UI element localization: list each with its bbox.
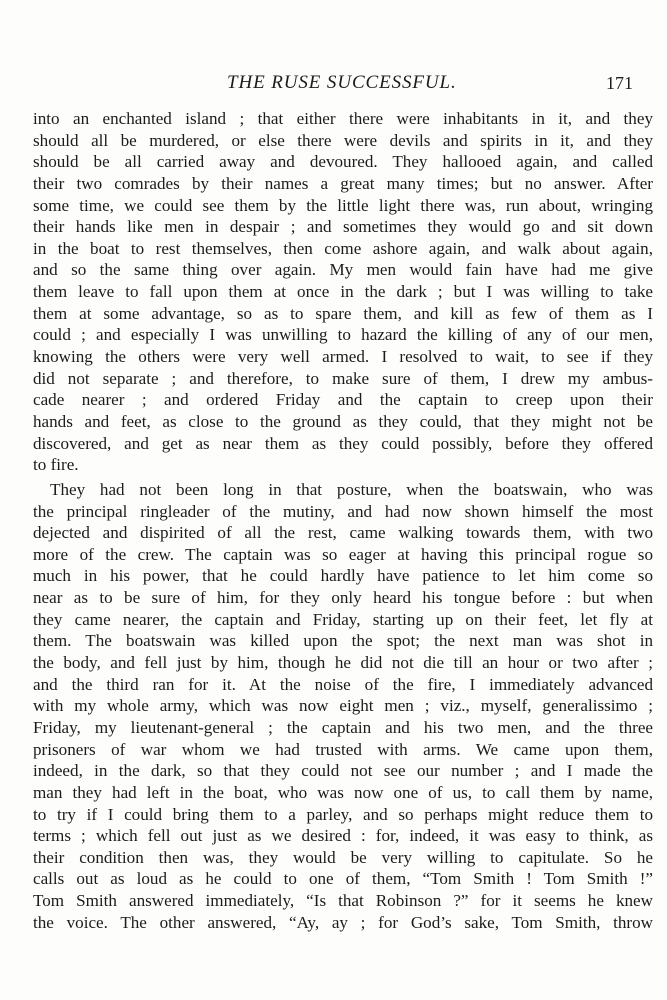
text-line: should be all carried away and devoured. They hallooed again, and called bbox=[33, 152, 653, 172]
text-line: they came nearer, the captain and Friday, starting up on their feet, let fly at bbox=[33, 609, 653, 629]
text-line: indeed, in the dark, so that they could not see our number ; and I made the bbox=[33, 761, 653, 781]
text-line: their two comrades by their names a great many times; but no answer. After bbox=[33, 173, 653, 193]
text-line: the voice. The other answered, “Ay, ay ; for God’s sake, Tom Smith, throw bbox=[33, 912, 653, 932]
text-line: calls out as loud as he could to one of them, “Tom Smith ! Tom Smith !” bbox=[33, 869, 653, 889]
text-line: in the boat to rest themselves, then come ashore again, and walk about again, bbox=[33, 238, 653, 258]
text-line: to fire. bbox=[33, 455, 79, 475]
text-line: them leave to fall upon them at once in the dark ; but I was willing to take bbox=[33, 282, 653, 302]
text-line: and so the same thing over again. My men would fain have had me give bbox=[33, 260, 653, 280]
text-line: dejected and dispirited of all the rest, came walking towards them, with two bbox=[33, 523, 653, 543]
text-line: cade nearer ; and ordered Friday and the captain to creep upon their bbox=[33, 390, 653, 410]
text-line: could ; and especially I was unwilling to hazard the killing of any of our men, bbox=[33, 325, 653, 345]
text-line: prisoners of war whom we had trusted with arms. We came upon them, bbox=[33, 739, 653, 759]
text-line: man they had left in the boat, who was now one of us, to call them by name, bbox=[33, 782, 653, 802]
text-line: Tom Smith answered immediately, “Is that Robinson ?” for it seems he knew bbox=[33, 891, 653, 911]
text-line: into an enchanted island ; that either there were inhabitants in it, and they bbox=[33, 109, 653, 128]
text-line: near as to be sure of him, for they only heard his tongue before : but when bbox=[33, 588, 653, 608]
text-line: their condition then was, they would be very willing to capitulate. So he bbox=[33, 847, 653, 867]
text-line: the principal ringleader of the mutiny, and had now shown himself the most bbox=[33, 501, 653, 521]
text-line: They had not been long in that posture, when the boatswain, who was bbox=[50, 479, 653, 499]
text-line: much in his power, that he could hardly have patience to let him come so bbox=[33, 566, 653, 586]
text-line: did not separate ; and therefore, to make sure of them, I drew my ambus- bbox=[33, 368, 653, 388]
text-line: them at some advantage, so as to spare them, and kill as few of them as I bbox=[33, 303, 653, 323]
text-line: discovered, and get as near them as they could possibly, before they offered bbox=[33, 433, 653, 453]
page-number: 171 bbox=[606, 73, 633, 93]
text-line: the body, and fell just by him, though he did not die till an hour or two after ; bbox=[33, 653, 653, 673]
paragraph bbox=[33, 479, 653, 933]
text-line: their hands like men in despair ; and sometimes they would go and sit down bbox=[33, 217, 653, 237]
text-line: terms ; which fell out just as we desired : for, indeed, it was easy to think, as bbox=[33, 826, 653, 846]
text-line: some time, we could see them by the little light there was, run about, wringing bbox=[33, 195, 653, 215]
text-line: with my whole army, which was now eight men ; viz., myself, generalissimo ; bbox=[33, 696, 653, 716]
text-line: and the third ran for it. At the noise of the fire, I immediately advanced bbox=[33, 674, 653, 694]
text-line: Friday, my lieutenant-general ; the captain and his two men, and the three bbox=[33, 717, 653, 737]
text-line: more of the crew. The captain was so eager at having this principal rogue so bbox=[33, 544, 653, 564]
paragraph bbox=[33, 108, 653, 476]
running-title: THE RUSE SUCCESSFUL. bbox=[227, 72, 457, 93]
page-header bbox=[0, 72, 667, 102]
text-line: knowing the others were very well armed. I resolved to wait, to see if they bbox=[33, 347, 653, 367]
text-line: hands and feet, as close to the ground as they could, that they might not be bbox=[33, 411, 653, 431]
text-line: to try if I could bring them to a parley, and so perhaps might reduce them to bbox=[33, 804, 653, 824]
body-text bbox=[33, 108, 653, 933]
text-line: them. The boatswain was killed upon the spot; the next man was shot in bbox=[33, 631, 653, 651]
text-line: should all be murdered, or else there were devils and spirits in it, and they bbox=[33, 130, 653, 150]
